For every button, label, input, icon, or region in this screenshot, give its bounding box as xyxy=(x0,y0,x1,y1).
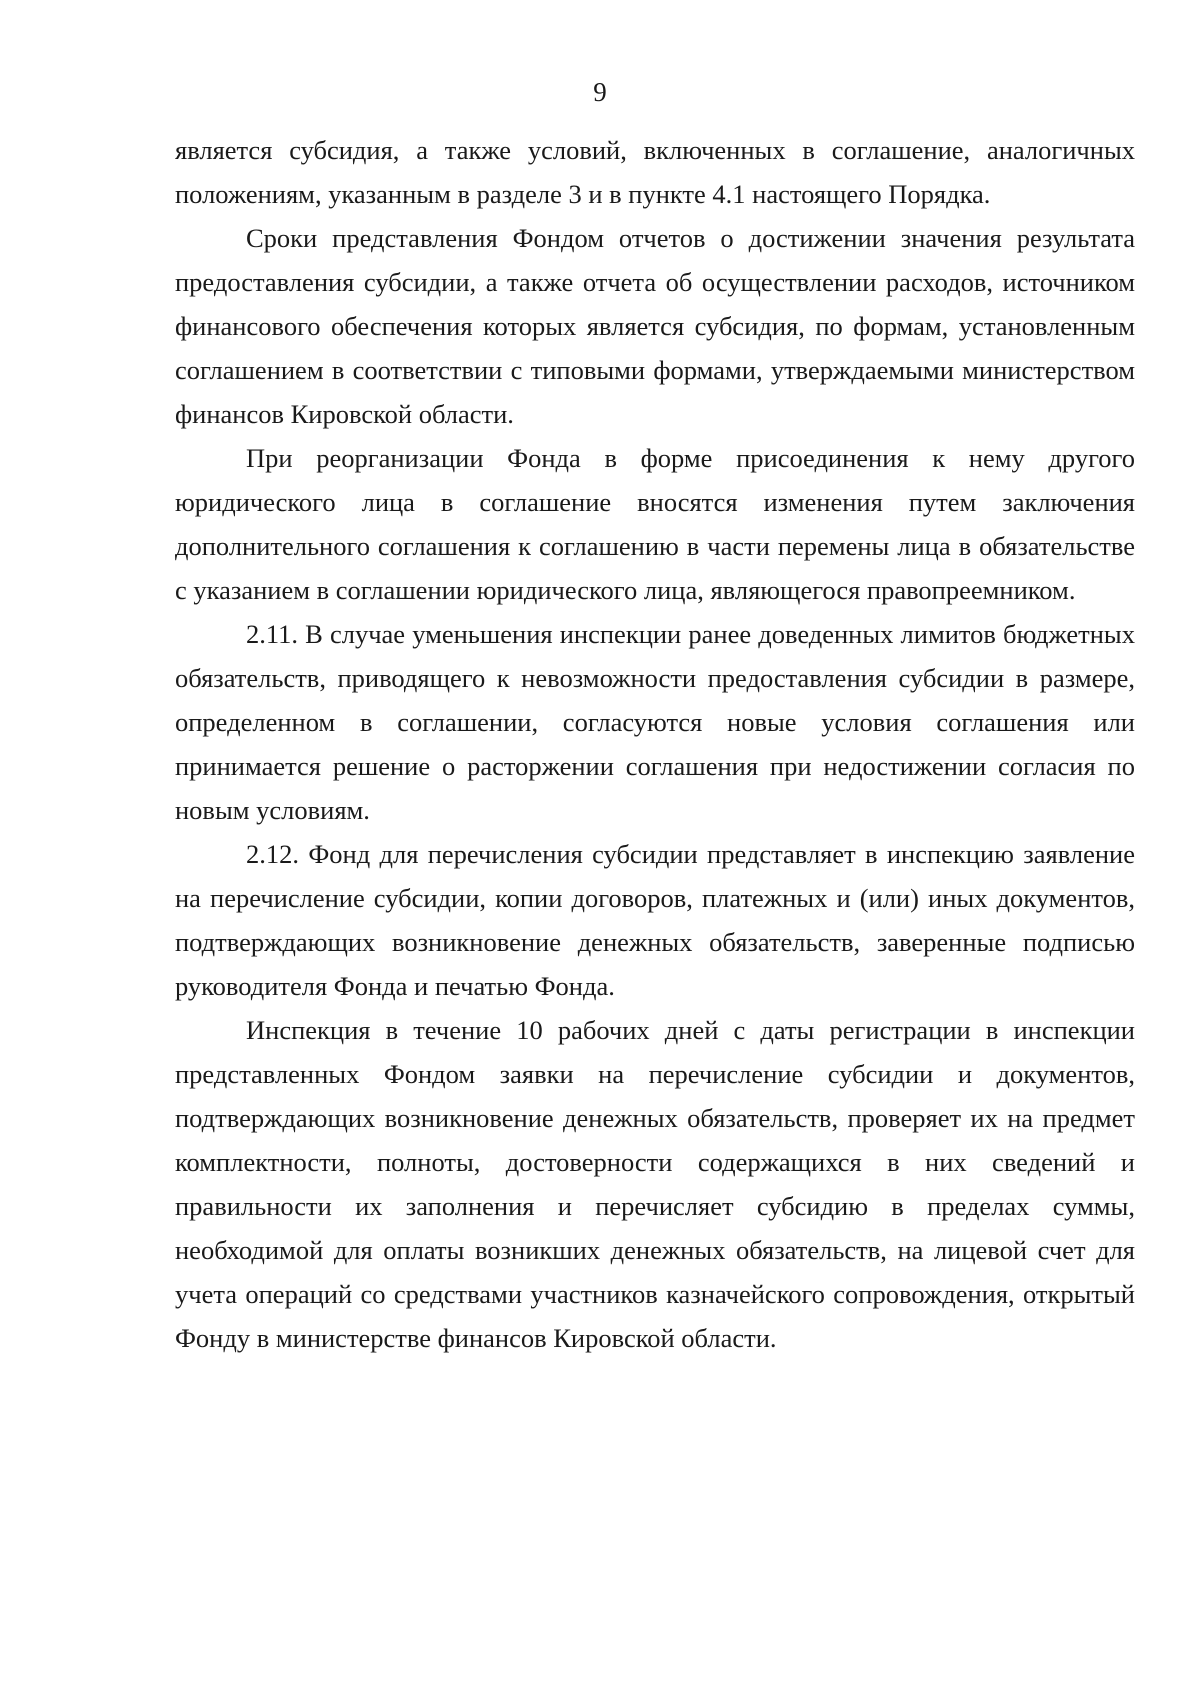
paragraph-inspection: Инспекция в течение 10 рабочих дней с даты регистрации в инспекции представленных Фондом заявки на перечисление субсидии и документов, подтверждающих возникновение денежных обязательств, проверяет их на предмет комплектности, полноты, достоверности содержащихся в них сведений и правильности их заполнения и перечисляет субсидию в пределах суммы, необходимой для оплаты возникших денежных обязательств, на лицевой счет для учета операций со средствами участников казначейского сопровождения, открытый Фонду в министерстве финансов Кировской области. xyxy=(175,1015,1135,1353)
paragraph-continuation: является субсидия, а также условий, включенных в соглашение, аналогичных положениям, указанным в разделе 3 и в пункте 4.1 настоящего Порядка. xyxy=(175,135,1135,209)
paragraph-reorganization: При реорганизации Фонда в форме присоединения к нему другого юридического лица в соглашение вносятся изменения путем заключения дополнительного соглашения к соглашению в части перемены лица в обязательстве с указанием в соглашении юридического лица, являющегося правопреемником. xyxy=(175,443,1135,605)
document-body xyxy=(175,128,1135,1360)
paragraph-2-12: 2.12. Фонд для перечисления субсидии представляет в инспекцию заявление на перечисление субсидии, копии договоров, платежных и (или) иных документов, подтверждающих возникновение денежных обязательств, заверенные подписью руководителя Фонда и печатью Фонда. xyxy=(175,839,1135,1001)
paragraph-2-11: 2.11. В случае уменьшения инспекции ранее доведенных лимитов бюджетных обязательств, приводящего к невозможности предоставления субсидии в размере, определенном в соглашении, согласуются новые условия соглашения или принимается решение о расторжении соглашения при недостижении согласия по новым условиям. xyxy=(175,619,1135,825)
page-number: 9 xyxy=(593,77,607,107)
paragraph-report-deadlines: Сроки представления Фондом отчетов о достижении значения результата предоставления субсидии, а также отчета об осуществлении расходов, источником финансового обеспечения которых является субсидия, по формам, установленным соглашением в соответствии с типовыми формами, утверждаемыми министерством финансов Кировской области. xyxy=(175,223,1135,429)
